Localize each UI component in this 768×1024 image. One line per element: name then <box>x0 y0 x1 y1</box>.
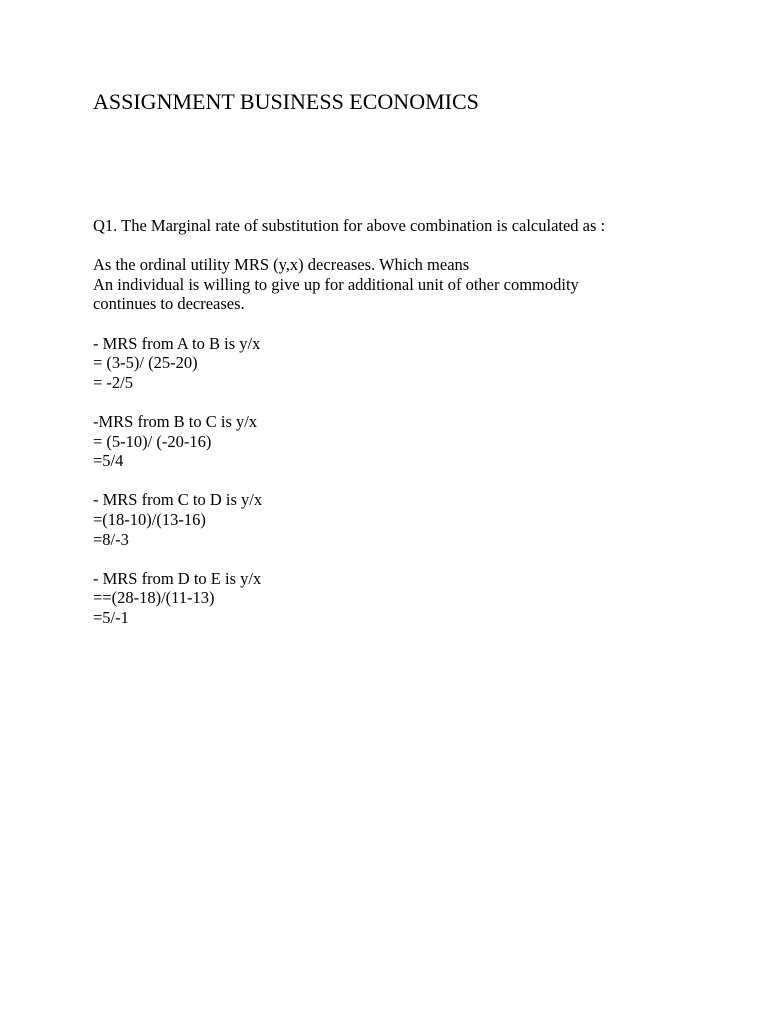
question-line: Q1. The Marginal rate of substitution for above combination is calculated as : <box>93 216 606 235</box>
mrs-heading-c-d: - MRS from C to D is y/x <box>93 490 263 510</box>
mrs-heading-b-c: -MRS from B to C is y/x <box>93 411 258 431</box>
mrs-result-a-b: = -2/5 <box>93 372 134 392</box>
document-body <box>93 216 693 627</box>
mrs-formula-d-e: ==(28-18)/(11-13) <box>93 588 215 608</box>
mrs-heading-d-e: - MRS from D to E is y/x <box>93 568 262 588</box>
mrs-formula-b-c: = (5-10)/ (-20-16) <box>93 431 212 451</box>
blank-line <box>93 471 693 491</box>
mrs-result-d-e: =5/-1 <box>93 607 129 627</box>
mrs-formula-a-b: = (3-5)/ (25-20) <box>93 353 198 373</box>
explanation-line: continues to decreases. <box>93 294 245 314</box>
explanation-line: As the ordinal utility MRS (y,x) decreases. Which means <box>93 255 470 275</box>
mrs-heading-a-b: - MRS from A to B is y/x <box>93 333 261 353</box>
explanation-line: An individual is willing to give up for additional unit of other commodity <box>93 274 579 294</box>
blank-line <box>93 314 693 334</box>
blank-line <box>93 392 693 412</box>
mrs-formula-c-d: =(18-10)/(13-16) <box>93 509 206 529</box>
mrs-result-b-c: =5/4 <box>93 451 124 471</box>
blank-line <box>93 549 693 569</box>
blank-line <box>93 236 693 256</box>
document-title: ASSIGNMENT BUSINESS ECONOMICS <box>93 89 479 114</box>
mrs-result-c-d: =8/-3 <box>93 529 129 549</box>
